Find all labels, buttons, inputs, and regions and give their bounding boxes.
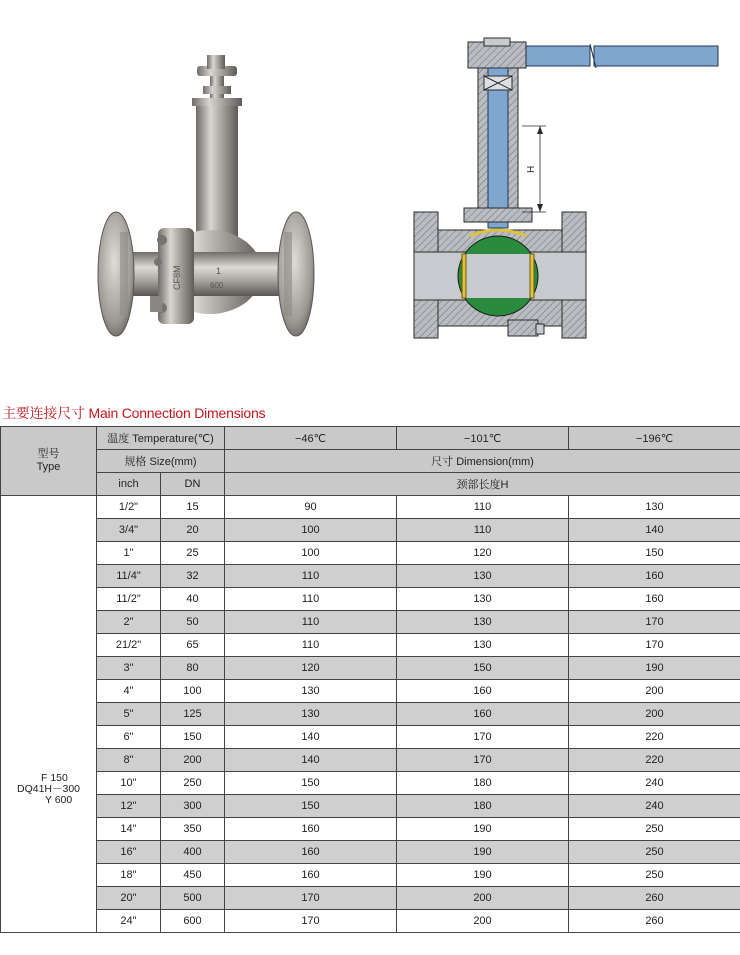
h-101-cell: 160 [397,680,569,703]
dn-cell: 500 [161,887,225,910]
h-46-cell: 160 [225,841,397,864]
dn-cell: 400 [161,841,225,864]
section-title: 主要连接尺寸 Main Connection Dimensions [2,405,266,421]
h-46-cell: 150 [225,795,397,818]
dn-cell: 40 [161,588,225,611]
inch-cell: 21/2" [97,634,161,657]
h-46-cell: 170 [225,887,397,910]
size-label: 规格 Size(mm) [97,450,225,473]
dimension-label: 尺寸 Dimension(mm) [225,450,740,473]
body-mark-2: 1 [216,266,222,276]
h-196-cell: 140 [569,519,740,542]
dimensions-table [0,426,740,933]
h-46-cell: 170 [225,910,397,933]
inch-cell: 10" [97,772,161,795]
inch-cell: 6" [97,726,161,749]
h-101-cell: 190 [397,841,569,864]
table-row [1,657,740,680]
h-196-cell: 220 [569,749,740,772]
dn-cell: 15 [161,496,225,519]
type-label-en: Type [36,461,61,473]
h-101-cell: 170 [397,726,569,749]
h-196-cell: 160 [569,588,740,611]
header-row-temperature [1,427,740,450]
inch-cell: 24" [97,910,161,933]
dn-cell: 25 [161,542,225,565]
table-row [1,680,740,703]
h-101-cell: 130 [397,565,569,588]
inch-cell: 20" [97,887,161,910]
h-46-cell: 110 [225,611,397,634]
inch-cell: 2" [97,611,161,634]
h-196-cell: 170 [569,634,740,657]
h-196-cell: 200 [569,680,740,703]
h-46-cell: 140 [225,749,397,772]
h-196-cell: 240 [569,772,740,795]
dn-cell: 32 [161,565,225,588]
body-mark-1: CF8M [172,265,182,290]
temp-196: −196℃ [569,427,740,450]
h-101-cell: 130 [397,588,569,611]
table-row [1,703,740,726]
valve-photo [98,55,314,336]
neck-length-label: 颈部长度H [225,473,740,496]
h-101-cell: 130 [397,634,569,657]
inch-cell: 3/4" [97,519,161,542]
h-196-cell: 190 [569,657,740,680]
h-101-cell: 130 [397,611,569,634]
inch-cell: 4" [97,680,161,703]
dn-cell: 125 [161,703,225,726]
h-46-cell: 110 [225,565,397,588]
h-196-cell: 130 [569,496,740,519]
h-101-cell: 150 [397,657,569,680]
h-196-cell: 160 [569,565,740,588]
h-101-cell: 200 [397,887,569,910]
dn-cell: 200 [161,749,225,772]
h-101-cell: 180 [397,772,569,795]
dn-cell: 300 [161,795,225,818]
dn-cell: 350 [161,818,225,841]
figures [0,0,740,395]
header-row-size [1,450,740,473]
h-46-cell: 160 [225,864,397,887]
temp-46: −46℃ [225,427,397,450]
type-label-cn: 型号 [37,448,60,460]
h-46-cell: 110 [225,588,397,611]
model-designation [17,773,80,806]
h-196-cell: 220 [569,726,740,749]
dn-cell: 80 [161,657,225,680]
table-row [1,519,740,542]
h-101-cell: 110 [397,496,569,519]
h-196-cell: 250 [569,864,740,887]
model-line-1: F 150 [40,771,68,784]
h-196-cell: 150 [569,542,740,565]
table-row [1,542,740,565]
h-101-cell: 180 [397,795,569,818]
table-row [1,910,740,933]
table-row [1,726,740,749]
h-196-cell: 260 [569,910,740,933]
h-46-cell: 130 [225,703,397,726]
table-row [1,795,740,818]
type-header [1,427,97,496]
dn-cell: 150 [161,726,225,749]
h-46-cell: 160 [225,818,397,841]
dn-cell: 450 [161,864,225,887]
inch-cell: 16" [97,841,161,864]
table-row [1,772,740,795]
table-row [1,864,740,887]
model-cell [1,496,97,933]
body-mark-3: 600 [210,281,224,290]
h-46-cell: 130 [225,680,397,703]
h-46-cell: 120 [225,657,397,680]
h-101-cell: 190 [397,818,569,841]
model-line-2: DQ41H－300 [16,782,81,795]
table-row [1,887,740,910]
table-row [1,634,740,657]
h-101-cell: 190 [397,864,569,887]
inch-cell: 11/4" [97,565,161,588]
h-46-cell: 150 [225,772,397,795]
h-46-cell: 100 [225,542,397,565]
dn-label: DN [161,473,225,496]
h-101-cell: 110 [397,519,569,542]
dn-cell: 50 [161,611,225,634]
h-46-cell: 110 [225,634,397,657]
h-196-cell: 240 [569,795,740,818]
table-row [1,818,740,841]
inch-cell: 14" [97,818,161,841]
dn-cell: 600 [161,910,225,933]
table-row [1,749,740,772]
inch-cell: 8" [97,749,161,772]
inch-cell: 1" [97,542,161,565]
h-196-cell: 250 [569,841,740,864]
dn-cell: 250 [161,772,225,795]
table-row [1,565,740,588]
table-row [1,611,740,634]
dn-cell: 65 [161,634,225,657]
table-row [1,496,740,519]
h-101-cell: 160 [397,703,569,726]
h-101-cell: 120 [397,542,569,565]
dn-cell: 20 [161,519,225,542]
inch-cell: 11/2" [97,588,161,611]
inch-cell: 18" [97,864,161,887]
h-46-cell: 140 [225,726,397,749]
dimension-h-label: H [526,165,537,173]
h-46-cell: 100 [225,519,397,542]
h-101-cell: 170 [397,749,569,772]
h-196-cell: 200 [569,703,740,726]
valve-section-drawing [414,38,718,338]
temperature-label: 温度 Temperature(℃) [97,427,225,450]
inch-cell: 3" [97,657,161,680]
dn-cell: 100 [161,680,225,703]
h-196-cell: 170 [569,611,740,634]
table-row [1,841,740,864]
h-196-cell: 250 [569,818,740,841]
inch-label: inch [97,473,161,496]
table-row [1,588,740,611]
inch-cell: 5" [97,703,161,726]
h-46-cell: 90 [225,496,397,519]
inch-cell: 1/2" [97,496,161,519]
model-line-3: Y 600 [44,793,73,806]
inch-cell: 12" [97,795,161,818]
temp-101: −101℃ [397,427,569,450]
h-101-cell: 200 [397,910,569,933]
h-196-cell: 260 [569,887,740,910]
header-row-units [1,473,740,496]
